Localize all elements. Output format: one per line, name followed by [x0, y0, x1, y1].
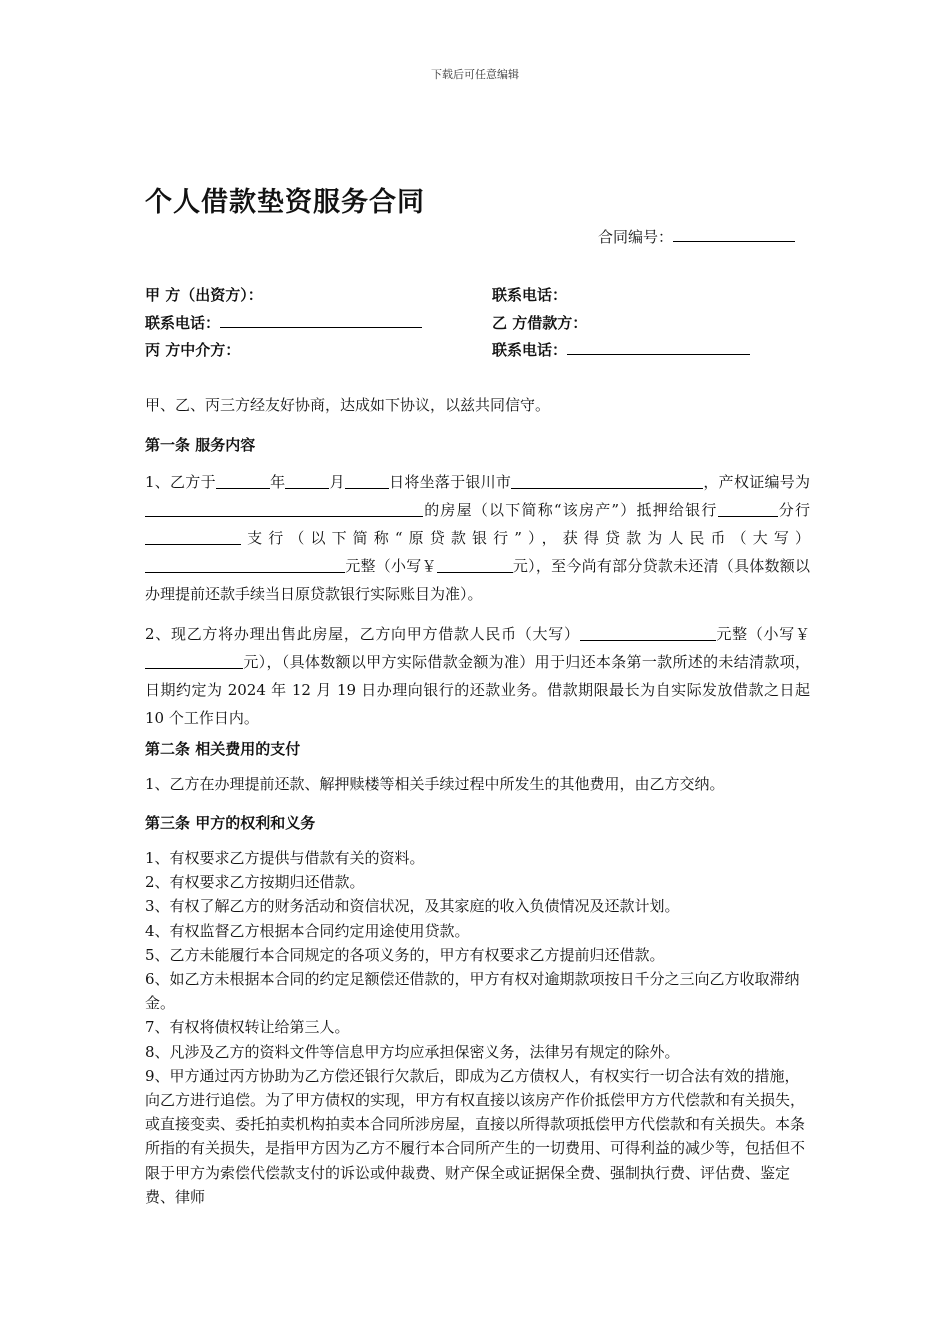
- bank-subbranch-blank: [145, 529, 241, 545]
- section-3-title: 第三条 甲方的权利和义务: [145, 814, 316, 832]
- s1p1-text-10: 元），至今尚有部分贷款未还清（具体数额以办理提前还款手续当日原贷款银行实际账目为准）。: [145, 557, 810, 603]
- party-phone-left-label: 联系电话：: [145, 314, 221, 332]
- list-item: 6、如乙方未根据本合同的约定足额偿还借款的，甲方有权对逾期款项按日千分之三向乙方收取滞纳金。: [145, 970, 800, 1013]
- list-item: 4、有权监督乙方根据本合同约定用途使用贷款。: [145, 921, 470, 940]
- section-2-title: 第二条 相关费用的支付: [145, 740, 301, 758]
- party-c-phone: [492, 339, 750, 360]
- month-blank: [285, 473, 329, 489]
- s1p1-text-6: 的房屋（以下简称“该房产”）抵押给银行: [423, 501, 718, 519]
- section-1-item-1: [145, 468, 810, 608]
- s1p1-text-2: 年: [269, 473, 286, 491]
- intro-paragraph: 甲、乙、丙三方经友好协商，达成如下协议，以兹共同信守。: [145, 396, 551, 414]
- loan-amount-figure-blank: [437, 557, 513, 573]
- party-c-phone-blank: [567, 340, 750, 355]
- s1p1-text-5: ，产权证编号为: [703, 473, 810, 491]
- list-item: 9、甲方通过丙方协助为乙方偿还银行欠款后，即成为乙方债权人，有权实行一切合法有效的措施，向乙方进行追偿。为了甲方债权的实现，甲方有权直接以该房产作价抵偿甲方方代偿款和有关损失，或直接变卖、委托拍卖机构拍卖本合同所涉房屋，直接以所得款项抵偿甲方代偿款和有关损失。本条所指的有关损失，是指甲方因为乙方不履行本合同所产生的一切费用、可得利益的减少等，包括但不限于甲方为索偿代偿款支付的诉讼或仲裁费、财产保全或证据保全费、强制执行费、评估费、鉴定费、律师: [145, 1066, 806, 1206]
- borrow-amount-words-blank: [580, 625, 716, 641]
- list-item: 3、有权了解乙方的财务活动和资信状况，及其家庭的收入负债情况及还款计划。: [145, 897, 680, 916]
- contract-number-blank: [673, 227, 795, 242]
- contract-title: 个人借款垫资服务合同: [145, 187, 425, 218]
- section-2-item-1: 1、乙方在办理提前还款、解押赎楼等相关手续过程中所发生的其他费用，由乙方交纳。: [145, 775, 725, 793]
- section-1-title: 第一条 服务内容: [145, 436, 256, 454]
- party-c-label: 丙 方中介方：: [145, 341, 241, 359]
- s1p1-text-9: 元整（小写￥: [345, 557, 437, 575]
- list-item: 1、有权要求乙方提供与借款有关的资料。: [145, 849, 425, 867]
- party-a-phone-label: 联系电话：: [492, 286, 568, 304]
- s1p1-text-4: 日将坐落于银川市: [388, 473, 512, 491]
- contract-number: [598, 226, 795, 247]
- address-blank: [511, 473, 703, 489]
- year-blank: [216, 473, 270, 489]
- loan-amount-words-blank: [145, 557, 345, 573]
- s1p1-text-3: 月: [329, 473, 345, 491]
- s1p1-text-7: 分行: [777, 501, 810, 519]
- borrow-amount-figure-blank: [145, 653, 243, 669]
- party-a-label: 甲 方（出资方）：: [145, 286, 263, 304]
- contract-number-label: 合同编号：: [598, 228, 674, 246]
- s1p2-text-1: 2、现乙方将办理出售此房屋，乙方向甲方借款人民币（大写）: [145, 625, 580, 643]
- certificate-blank: [145, 501, 423, 517]
- list-item: 5、乙方未能履行本合同规定的各项义务的，甲方有权要求乙方提前归还借款。: [145, 945, 665, 964]
- list-item: 2、有权要求乙方按期归还借款。: [145, 873, 365, 892]
- party-c-phone-label: 联系电话：: [492, 341, 568, 359]
- day-blank: [345, 473, 389, 489]
- list-item: 7、有权将债权转让给第三人。: [145, 1018, 350, 1037]
- party-phone-left-blank: [220, 313, 422, 328]
- s1p1-text-8: 支行（以下简称“原贷款银行”），获得贷款为人民币（大写）: [241, 529, 810, 547]
- s1p2-text-3: 元），（具体数额以甲方实际借款金额为准）用于归还本条第一款所述的未结清款项，日期约定为 2024 年 12 月 19 日办理向银行的还款业务。借款期限最长为自实际发放借款之日起 10 个工作日内。: [145, 653, 810, 727]
- section-3-list: [145, 846, 810, 1209]
- section-1-item-2: [145, 620, 810, 732]
- party-b-label: 乙 方借款方：: [492, 314, 588, 332]
- header-note: 下载后可任意编辑: [431, 68, 519, 81]
- s1p2-text-2: 元整（小写￥: [715, 625, 810, 643]
- s1p1-text-1: 1、乙方于: [145, 473, 216, 491]
- list-item: 8、凡涉及乙方的资料文件等信息甲方均应承担保密义务，法律另有规定的除外。: [145, 1042, 680, 1061]
- bank-branch-blank: [718, 501, 778, 517]
- party-phone-left: [145, 312, 422, 333]
